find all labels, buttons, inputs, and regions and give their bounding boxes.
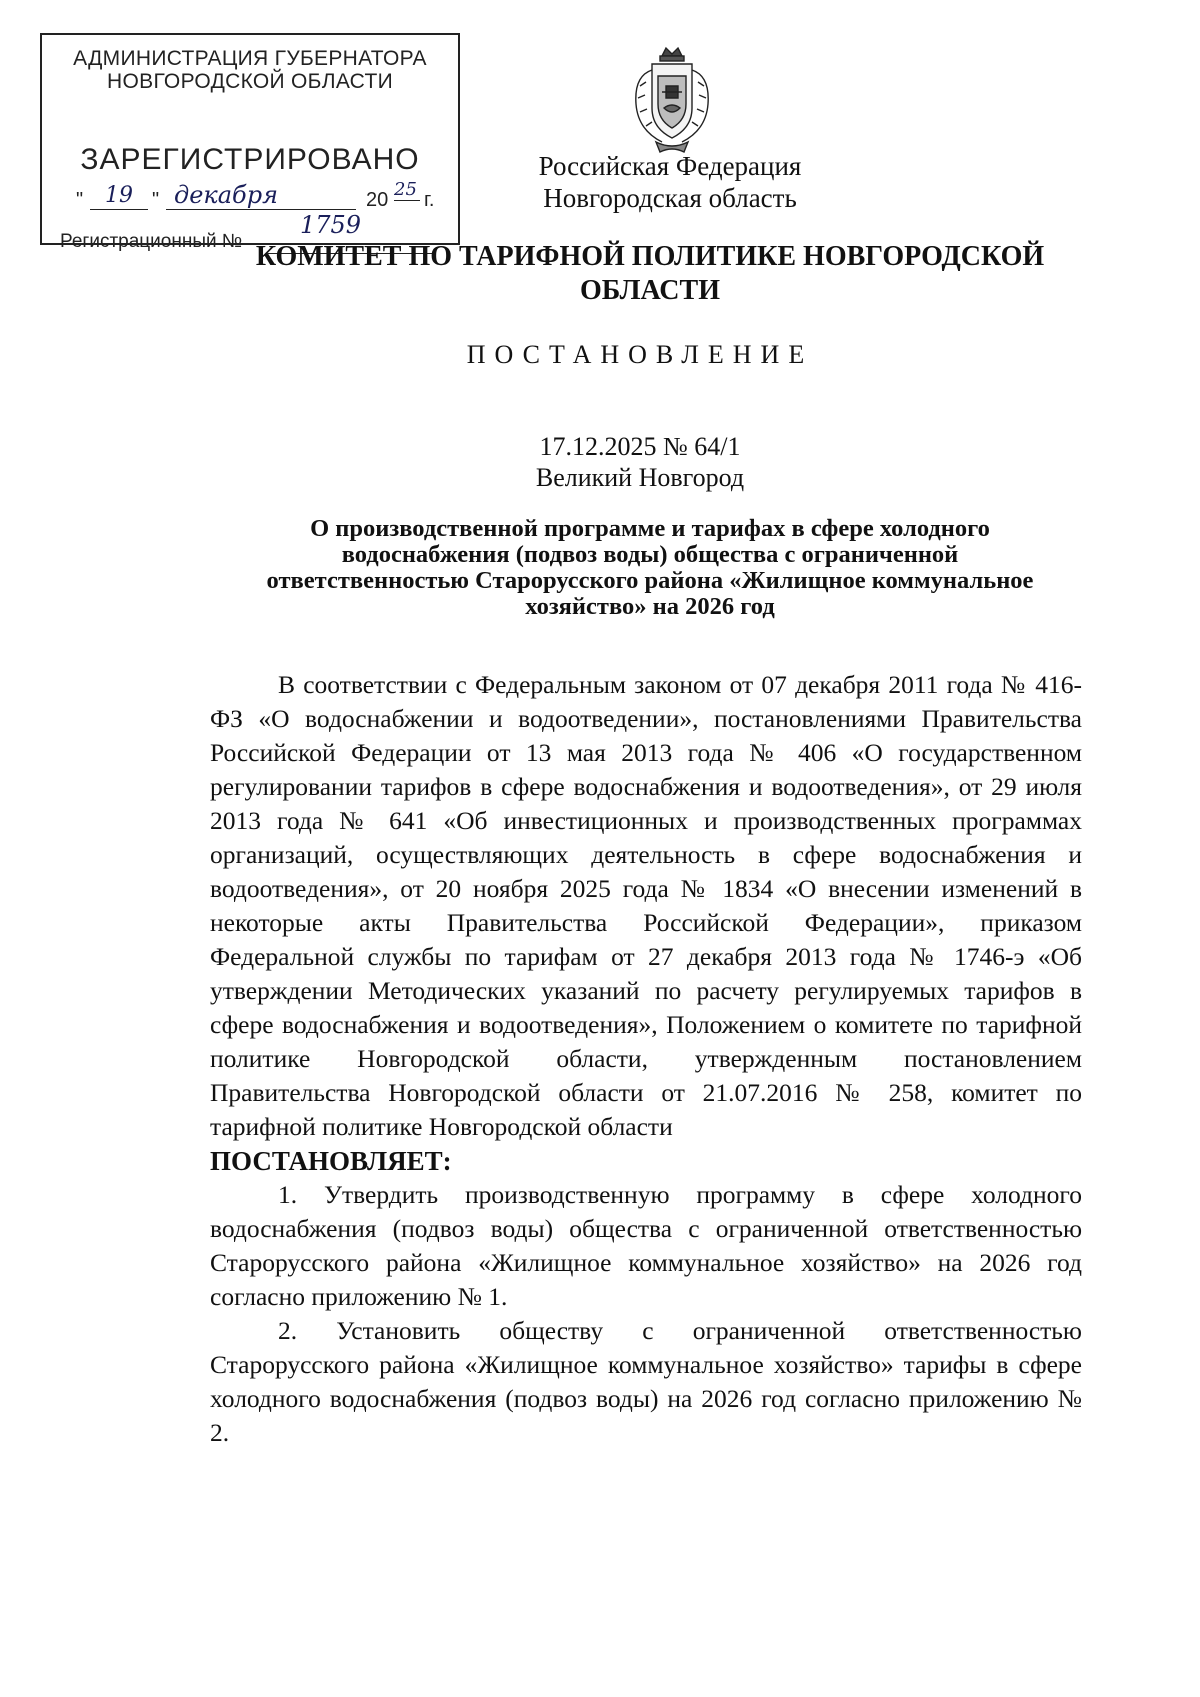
stamp-date: " 19 " декабря 20 25 г. [76, 179, 435, 211]
stamp-organization: АДМИНИСТРАЦИЯ ГУБЕРНАТОРА НОВГОРОДСКОЙ ОБЛАСТИ [73, 47, 427, 93]
resolves-heading: ПОСТАНОВЛЯЕТ: [210, 1146, 452, 1176]
stamp-reg-label: Регистрационный № [60, 231, 243, 252]
document-type: ПОСТАНОВЛЕНИЕ [466, 340, 814, 369]
committee-title: КОМИТЕТ ПО ТАРИФНОЙ ПОЛИТИКЕ НОВГОРОДСКОЙ ОБЛАСТИ [255, 241, 1045, 306]
document-body [210, 668, 1082, 1450]
stamp-reg-number: 1759 [300, 211, 362, 239]
item-2-paragraph: 2. Установить обществу с ограниченной ответственностью Старорусского района «Жилищное коммунальное хозяйство» тарифы в сфере холодного водоснабжения (подвоз воды) на 2026 год согласно приложению № 2. [210, 1316, 1082, 1447]
coat-of-arms-icon [622, 46, 722, 156]
stamp-day: 19 [105, 183, 133, 208]
stamp-month: декабря [174, 181, 278, 209]
item-1-paragraph: 1. Утвердить производственную программу в сфере холодного водоснабжения (подвоз воды) общества с ограниченной ответственностью Старорусского района «Жилищное коммунальное хозяйство» на 2026 год согласно приложению № 1. [210, 1180, 1082, 1311]
stamp-registered: ЗАРЕГИСТРИРОВАНО [80, 143, 420, 176]
registration-stamp [40, 33, 460, 252]
country-name: Российская Федерация [538, 151, 802, 181]
preamble-paragraph: В соответствии с Федеральным законом от 07 декабря 2011 года № 416-ФЗ «О водоснабжении и водоотведении», постановлениями Правительства Российской Федерации от 13 мая 2013 года № 406 «О государственном регулировании тарифов в сфере водоснабжения и водоотведения», от 29 июля 2013 года № 641 «Об инвестиционных и производственных программах организаций, осуществляющих деятельность в сфере водоснабжения и водоотведения», от 20 ноября 2025 года № 1834 «О внесении изменений в некоторые акты Правительства Российской Федерации», приказом Федеральной службы по тарифам от 27 декабря 2013 года № 1746-э «Об утверждении Методических указаний по расчету регулируемых тарифов в сфере водоснабжения и водоотведения», Положением о комитете по тарифной политике Новгородской области, утвержденным постановлением Правительства Новгородской области от 21.07.2016 № 258, комитет по тарифной политике Новгородской области [210, 670, 1082, 1141]
document-title: О производственной программе и тарифах в сфере холодного водоснабжения (подвоз воды) общества с ограниченной ответственностью Старорусского района «Жилищное коммунальное хозяйство» на 2026 год [266, 515, 1034, 620]
stamp-year: 25 [394, 179, 420, 201]
document-number: 17.12.2025 № 64/1 [539, 432, 741, 461]
region-name: Новгородская область [543, 183, 797, 213]
document-city: Великий Новгород [535, 463, 745, 492]
